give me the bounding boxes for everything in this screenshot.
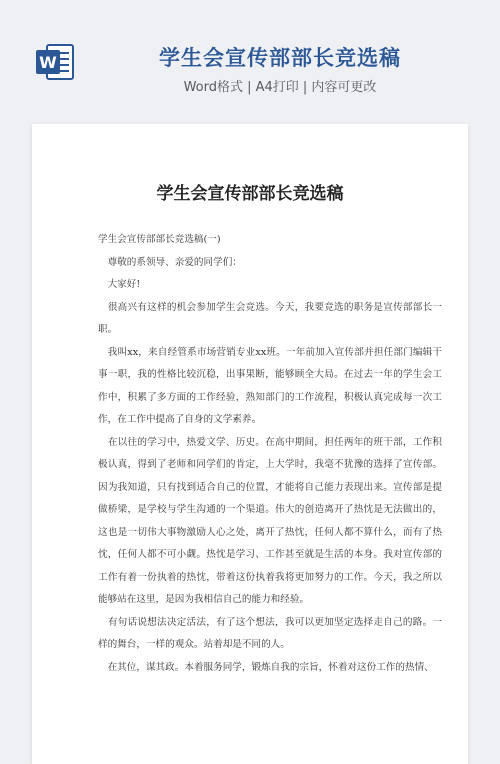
doc-paragraph: 在其位，谋其政。本着服务同学，锻炼自我的宗旨，怀着对这份工作的热情、 — [98, 661, 434, 673]
header-banner — [0, 0, 500, 110]
doc-paragraph: 学生会宣传部部长竞选稿(一) — [98, 234, 221, 245]
doc-paragraph: 在以往的学习中，热爱文学、历史。在高中期间，担任两年的班干部，工作积极认真，得到了老师和同学们的肯定，上大学时，我毫不犹豫的选择了宣传部。因为我知道，只有找到适合自己的位置，才能将自己能力表现出来。宣传部是提做桥梁，是学校与学生沟通的一个渠道。伟大的创造离开了热忱是无法做出的，这也是一切伟大事物激励人心之处，离开了热忱，任何人都不算什么，而有了热忱，任何人都不可小觑。热忱是学习、工作甚至就是生活的本身。我对宣传部的工作有着一份执着的热忱，带着这份执着我将更加努力的工作。今天，我之所以能够站在这里，是因为我相信自己的能力和经验。 — [98, 436, 442, 605]
page-title: 学生会宣传部部长竞选稿 — [159, 46, 401, 70]
doc-paragraph: 很高兴有这样的机会参加学生会竞选。今天，我要竞选的职务是宣传部部长一职。 — [98, 301, 442, 335]
word-doc-icon — [34, 41, 76, 83]
doc-paragraph: 大家好! — [98, 279, 141, 290]
document-page — [32, 124, 468, 764]
doc-paragraph: 我叫xx，来自经管系市场营销专业xx班。一年前加入宣传部并担任部门编辑干事一职，我的性格比较沉稳，出事果断，能够顾全大局。在过去一年的学生会工作中，积累了多方面的工作经验，熟知部门的工作流程，积极认真完成每一次工作，在工作中提高了自身的文学素养。 — [98, 346, 442, 425]
word-icon-letter: W — [39, 53, 57, 72]
page-subtitle: Word格式 | A4打印 | 内容可更改 — [183, 80, 377, 95]
doc-paragraph: 有句话说想法决定活法，有了这个想法，我可以更加坚定选择走自己的路。一样的舞台，一样的观众。站着却是不同的人。 — [98, 616, 442, 650]
document-body — [98, 229, 442, 679]
doc-paragraph: 尊敬的系领导、亲爱的同学们： — [98, 256, 242, 268]
document-title: 学生会宣传部部长竞选稿 — [156, 184, 344, 204]
